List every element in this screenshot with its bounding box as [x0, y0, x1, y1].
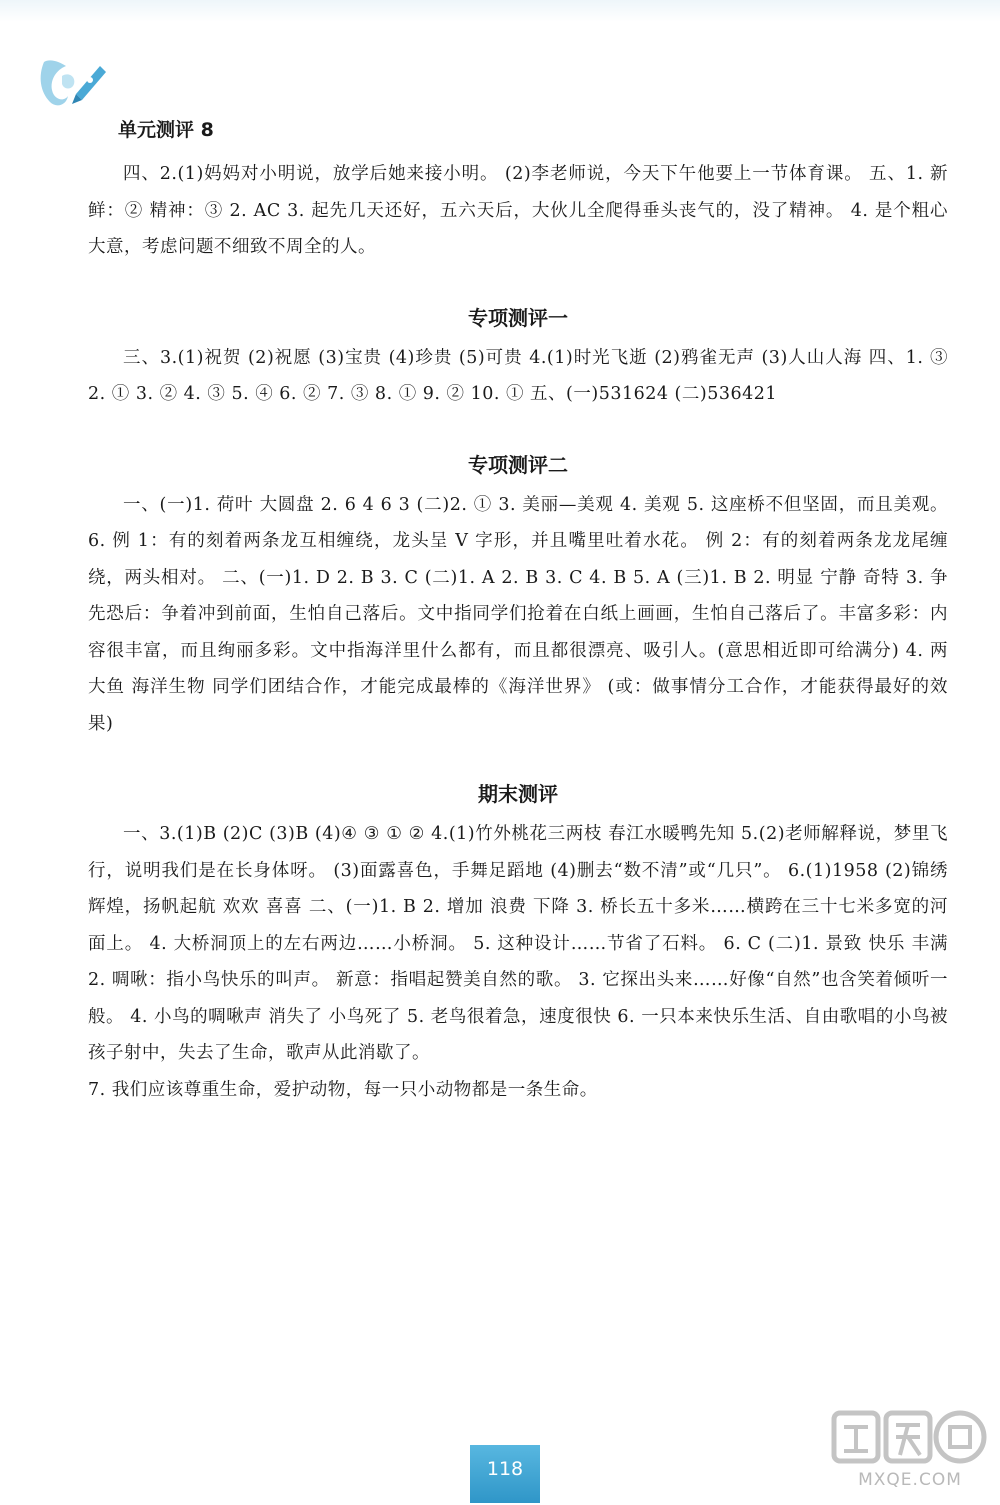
answer-paragraph: 一、(一)1. 荷叶 大圆盘 2. 6 4 6 3 (二)2. ① 3. 美丽—美观 4. 美观 5. 这座桥不但坚固，而且美观。 6. 例 1：有的刻着两条龙互相缠绕，龙头呈 V 字形，并且嘴里吐着水花。 例 2：有的刻着两条龙龙尾缠绕，两头相对。 二、(一)1. D 2. B 3. C (二)1. A 2. B 3. C 4. B 5. A (三)1. B 2. 明显 宁静 奇特 3. 争先恐后：争着冲到前面，生怕自己落后。文中指同学们抢着在白纸上画画，生怕自己落后了。丰富多彩：内容很丰富，而且绚丽多彩。文中指海洋里什么都有，而且都很漂亮、吸引人。(意思相近即可给满分) 4. 两 大鱼 海洋生物 同学们团结合作，才能完成最棒的《海洋世界》 (或：做事情分工合作，才能获得最好的效果): [88, 494, 948, 734]
page-number-text: 118: [486, 1458, 524, 1480]
answer-paragraph: 一、3.(1)B (2)C (3)B (4)④ ③ ① ② 4.(1)竹外桃花三两枝 春江水暖鸭先知 5.(2)老师解释说，梦里飞行，说明我们是在长身体呀。 (3)面露喜色，手舞足蹈地 (4)删去“数不清”或“几只”。 6.(1)1958 (2)锦绣辉煌，扬帆起航 欢欢 喜喜 二、(一)1. B 2. 增加 浪费 下降 3. 桥长五十多米……横跨在三十七米多宽的河面上。 4. 大桥洞顶上的左右两边……小桥洞。 5. 这种设计……节省了石料。 6. C (二)1. 景致 快乐 丰满 2. 啁啾：指小鸟快乐的叫声。 新意：指唱起赞美自然的歌。 3. 它探出头来……好像“自然”也含笑着倾听一般。 4. 小鸟的啁啾声 消失了 小鸟死了 5. 老鸟很着急，速度很快 6. 一只本来快乐生活、自由歌唱的小鸟被孩子射中，失去了生命，歌声从此消歇了。: [88, 824, 948, 1063]
section-final-test: [88, 776, 948, 1108]
top-color-band: [0, 0, 1000, 22]
answer-paragraph: 三、3.(1)祝贺 (2)祝愿 (3)宝贵 (4)珍贵 (5)可贵 4.(1)时光飞逝 (2)鸦雀无声 (3)人山人海 四、1. ③ 2. ① 3. ② 4. ③ 5. ④ 6. ② 7. ③ 8. ① 9. ② 10. ① 五、(一)531624 (二)536421: [88, 347, 948, 404]
section-heading: 专项测评一: [468, 305, 568, 330]
section-heading: 期末测评: [478, 782, 558, 806]
watermark-site-text: MXQE.COM: [858, 1470, 962, 1490]
section-special-test-1: [88, 300, 948, 413]
section-heading: 单元测评 8: [118, 119, 214, 141]
answer-content: [88, 112, 948, 1108]
page-number: [470, 1445, 540, 1503]
section-heading: 专项测评二: [468, 452, 568, 477]
answer-paragraph: 四、2.(1)妈妈对小明说，放学后她来接小明。 (2)李老师说，今天下午他要上一节体育课。 五、1. 新鲜：② 精神：③ 2. AC 3. 起先几天还好，五六天后，大伙儿全爬得垂头丧气的，没了精神。 4. 是个粗心大意，考虑问题不细致不周全的人。: [88, 164, 948, 257]
section-unit-test-8: [88, 112, 948, 266]
section-special-test-2: [88, 447, 948, 743]
answer-paragraph: 7. 我们应该尊重生命，爱护动物，每一只小动物都是一条生命。: [88, 1079, 598, 1100]
